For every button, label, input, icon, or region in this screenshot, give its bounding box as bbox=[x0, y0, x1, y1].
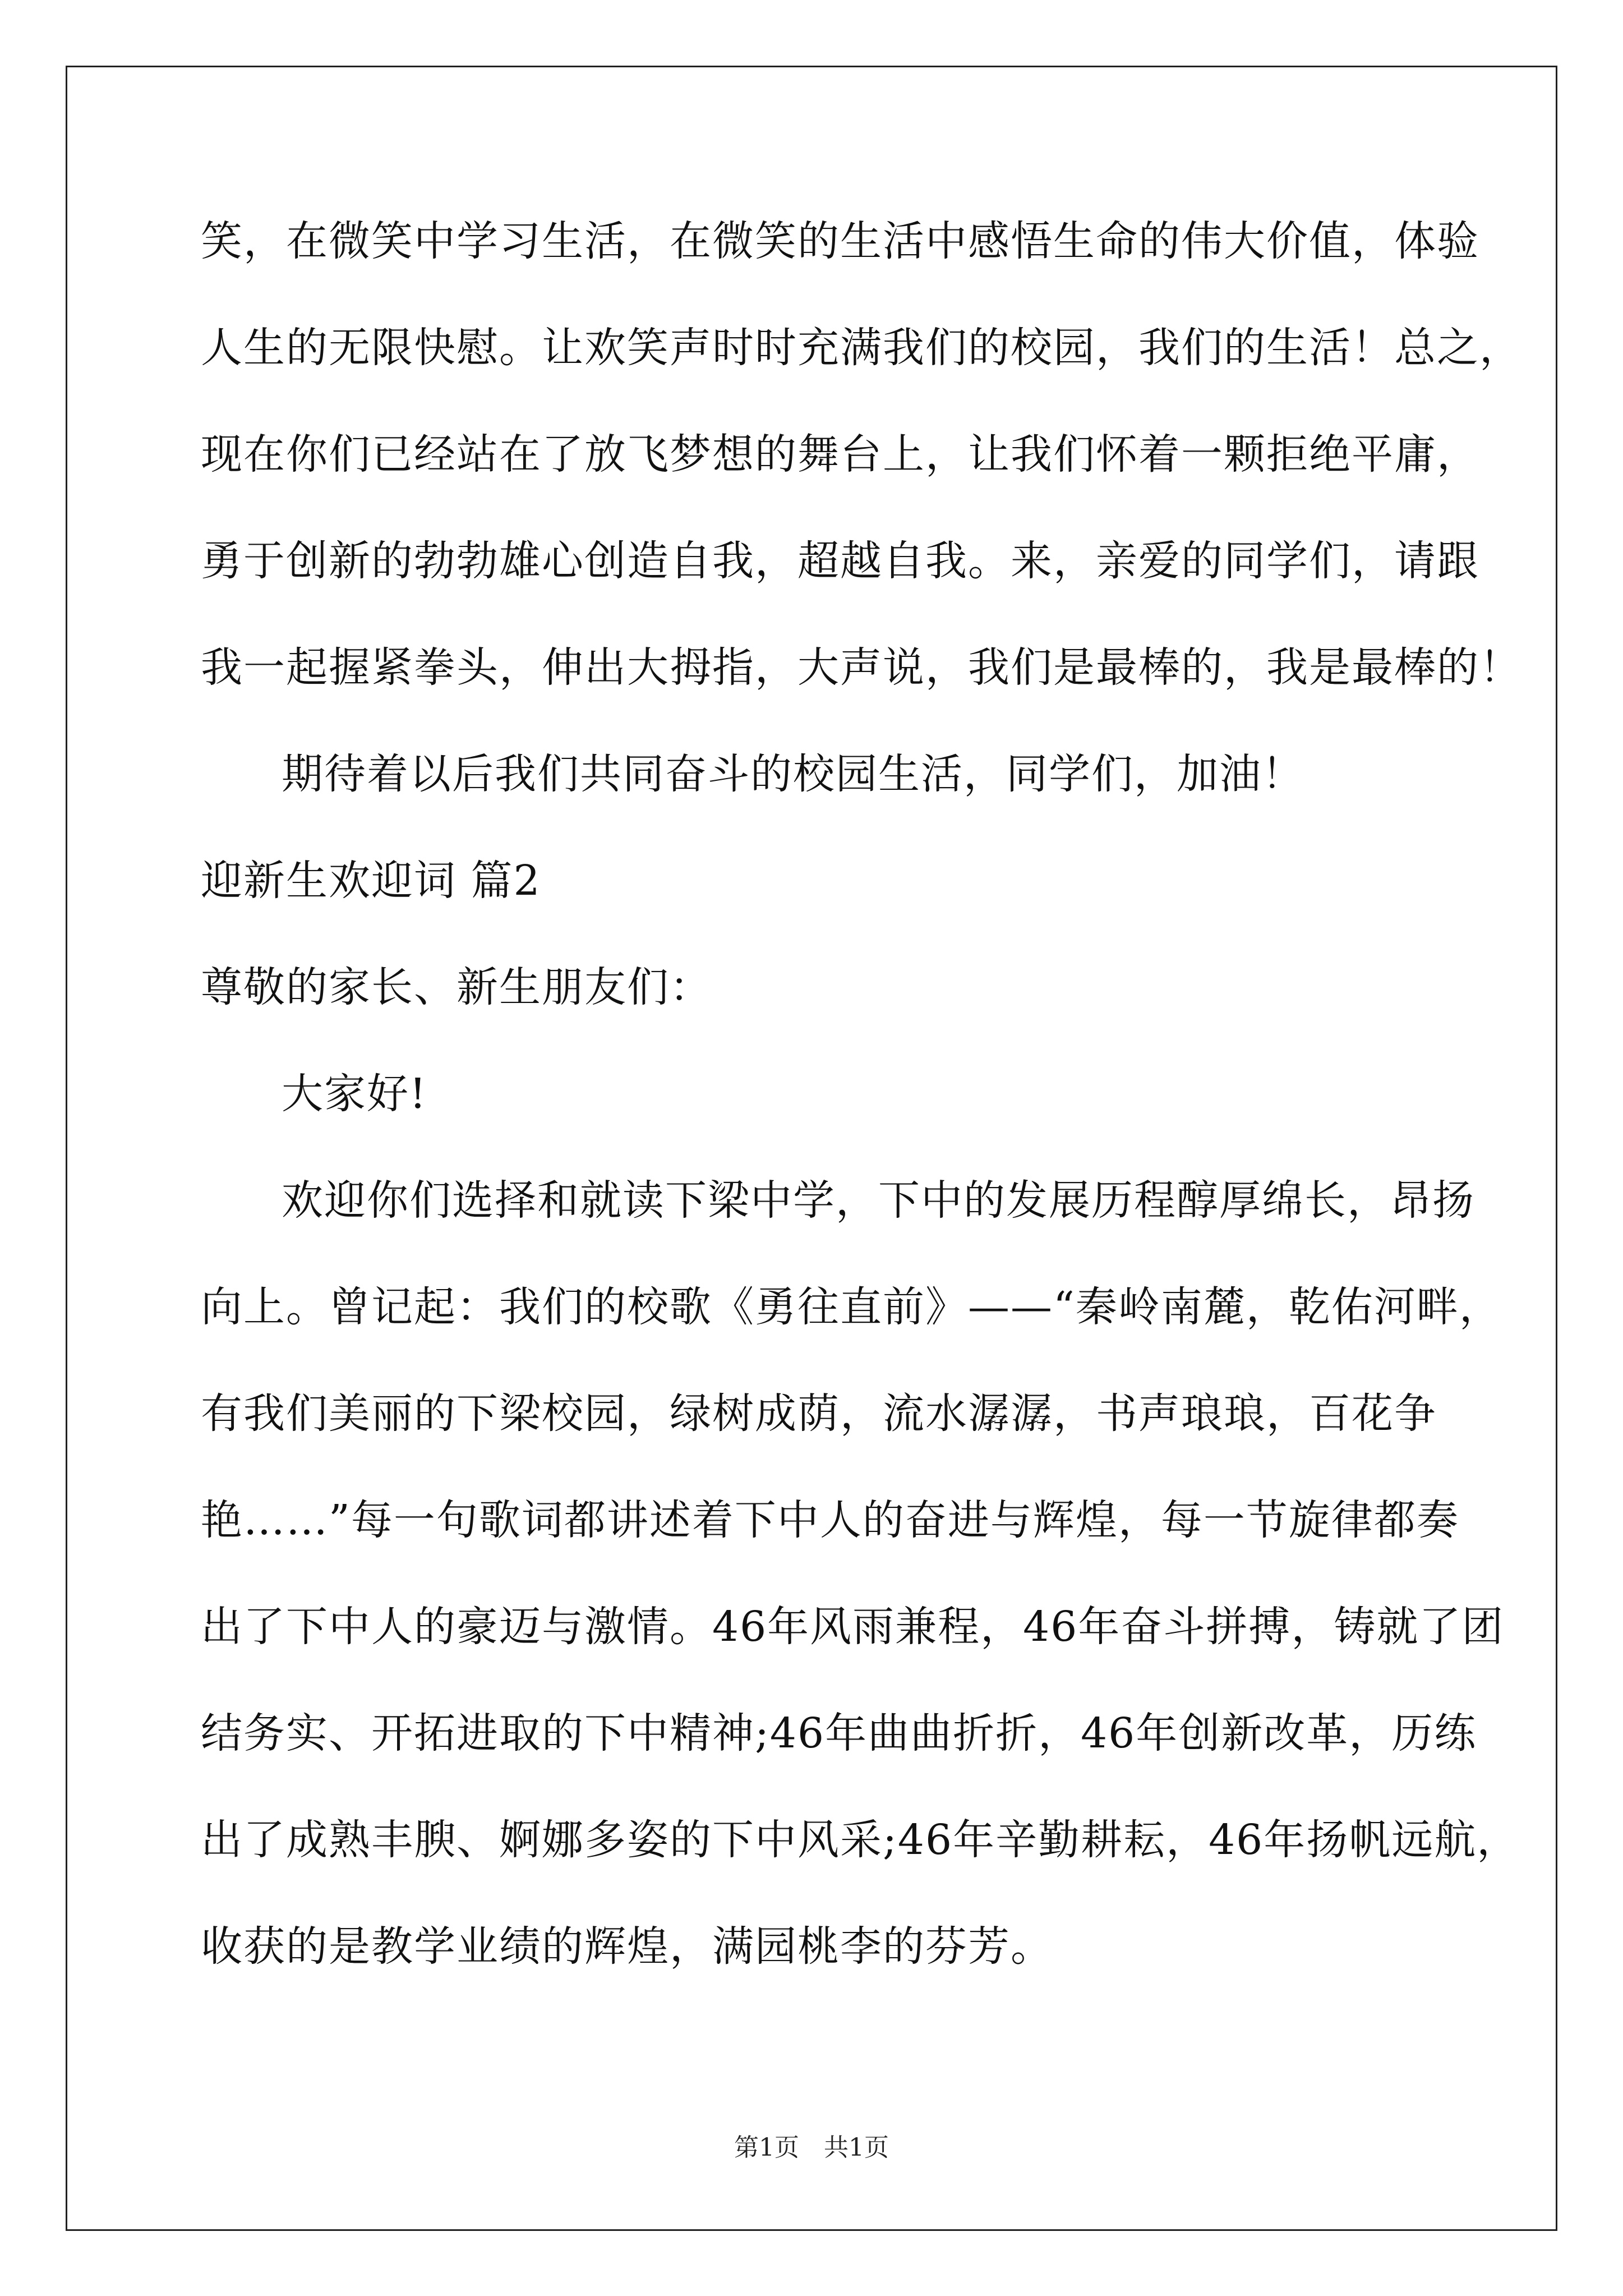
paragraph-line: 出了下中人的豪迈与激情。46年风雨兼程，46年奋斗拼搏，铸就了团 bbox=[201, 1603, 1505, 1651]
paragraph-line: 期待着以后我们共同奋斗的校园生活，同学们，加油！ bbox=[282, 750, 1304, 798]
paragraph-line: 欢迎你们选择和就读下梁中学，下中的发展历程醇厚绵长，昂扬 bbox=[282, 1176, 1475, 1225]
paragraph-line: 人生的无限快慰。让欢笑声时时充满我们的校园，我们的生活！总之， bbox=[201, 324, 1522, 372]
page-border bbox=[66, 66, 1557, 2231]
paragraph-line: 结务实、开拓进取的下中精神;46年曲曲折折，46年创新改革，历练 bbox=[201, 1709, 1477, 1757]
page-number-footer: 第1页 共1页 bbox=[734, 2133, 889, 2162]
paragraph-line: 现在你们已经站在了放飞梦想的舞台上，让我们怀着一颗拒绝平庸， bbox=[201, 430, 1479, 478]
paragraph-line: 我一起握紧拳头，伸出大拇指，大声说，我们是最棒的，我是最棒的！ bbox=[201, 643, 1522, 692]
paragraph-line: 出了成熟丰腴、婀娜多姿的下中风采;46年辛勤耕耘，46年扬帆远航， bbox=[201, 1816, 1520, 1864]
paragraph-line: 勇于创新的勃勃雄心创造自我，超越自我。来，亲爱的同学们，请跟 bbox=[201, 537, 1479, 585]
paragraph-line: 向上。曾记起：我们的校歌《勇往直前》——“秦岭南麓，乾佑河畔， bbox=[201, 1283, 1502, 1331]
paragraph-line: 有我们美丽的下梁校园，绿树成荫，流水潺潺，书声琅琅，百花争 bbox=[201, 1389, 1437, 1438]
greeting: 大家好! bbox=[282, 1070, 427, 1118]
paragraph-line: 收获的是教学业绩的辉煌，满园桃李的芬芳。 bbox=[201, 1922, 1053, 1971]
paragraph-line: 笑，在微笑中学习生活，在微笑的生活中感悟生命的伟大价值，体验 bbox=[201, 217, 1479, 265]
salutation: 尊敬的家长、新生朋友们： bbox=[201, 963, 712, 1011]
section-heading: 迎新生欢迎词 篇2 bbox=[201, 857, 541, 905]
paragraph-line: 艳……”每一句歌词都讲述着下中人的奋进与辉煌，每一节旋律都奏 bbox=[201, 1496, 1459, 1544]
